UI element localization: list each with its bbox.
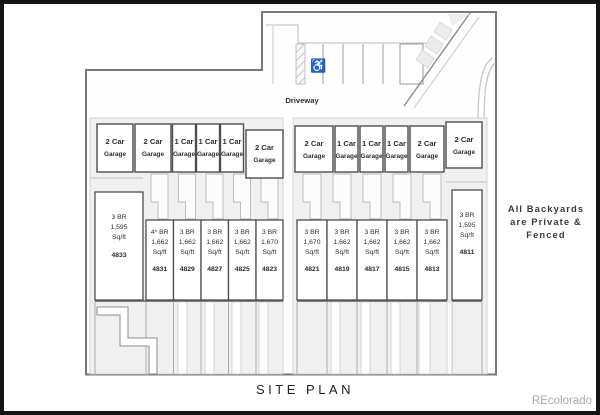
svg-text:Garage: Garage xyxy=(220,151,244,158)
svg-text:2 Car: 2 Car xyxy=(255,143,274,152)
svg-text:Garage: Garage xyxy=(452,149,476,156)
svg-text:Sq/ft: Sq/ft xyxy=(425,249,439,256)
garage-box xyxy=(197,124,220,172)
svg-text:3 BR: 3 BR xyxy=(459,212,475,219)
svg-text:1,595: 1,595 xyxy=(110,224,128,231)
svg-text:Sq/ft: Sq/ft xyxy=(207,249,222,256)
svg-text:1,662: 1,662 xyxy=(178,239,196,246)
backyards-note xyxy=(508,203,584,240)
svg-text:4823: 4823 xyxy=(261,266,278,273)
svg-text:3 BR: 3 BR xyxy=(424,229,440,236)
svg-text:2 Car: 2 Car xyxy=(304,139,324,148)
svg-text:3 BR: 3 BR xyxy=(261,229,278,236)
svg-text:3 BR: 3 BR xyxy=(304,229,320,236)
svg-text:1,662: 1,662 xyxy=(363,239,381,246)
svg-text:1,670: 1,670 xyxy=(260,239,279,246)
svg-text:Sq/ft: Sq/ft xyxy=(235,249,250,256)
svg-text:1,662: 1,662 xyxy=(151,239,169,246)
svg-text:1 Car: 1 Car xyxy=(198,137,218,146)
svg-text:2 Car: 2 Car xyxy=(454,135,474,144)
svg-text:1 Car: 1 Car xyxy=(337,139,356,148)
svg-text:Sq/ft: Sq/ft xyxy=(305,249,319,256)
garage-box xyxy=(295,126,333,172)
svg-text:1,662: 1,662 xyxy=(333,239,351,246)
svg-text:1,662: 1,662 xyxy=(233,239,251,246)
svg-text:are Private &: are Private & xyxy=(510,216,582,227)
garage-box xyxy=(135,124,171,172)
svg-text:4819: 4819 xyxy=(334,266,350,273)
hatched-stall xyxy=(296,44,305,84)
svg-text:2 Car: 2 Car xyxy=(417,139,437,148)
svg-text:4813: 4813 xyxy=(424,266,440,273)
svg-text:3 BR: 3 BR xyxy=(364,229,380,236)
svg-text:1 Car: 1 Car xyxy=(387,139,406,148)
svg-text:Garage: Garage xyxy=(302,153,326,160)
garage-box xyxy=(246,130,283,178)
svg-text:1,670: 1,670 xyxy=(303,239,321,246)
garage-box xyxy=(335,126,358,172)
svg-text:4831: 4831 xyxy=(152,266,168,273)
svg-text:1 Car: 1 Car xyxy=(174,137,194,146)
svg-text:Garage: Garage xyxy=(335,153,358,160)
svg-text:4817: 4817 xyxy=(364,266,380,273)
svg-text:4827: 4827 xyxy=(207,266,223,273)
unit-box xyxy=(452,190,482,300)
garage-box xyxy=(385,126,408,172)
svg-text:Garage: Garage xyxy=(141,151,165,158)
svg-text:2 Car: 2 Car xyxy=(143,137,163,146)
svg-text:1,662: 1,662 xyxy=(393,239,411,246)
svg-text:Garage: Garage xyxy=(172,151,196,158)
svg-text:3 BR: 3 BR xyxy=(207,229,223,236)
garage-box xyxy=(221,124,244,172)
svg-text:Garage: Garage xyxy=(360,153,383,160)
svg-text:Garage: Garage xyxy=(385,153,408,160)
svg-text:1,595: 1,595 xyxy=(458,222,476,229)
svg-text:Garage: Garage xyxy=(196,151,220,158)
page-title: SITE PLAN xyxy=(256,382,354,397)
garage-box xyxy=(97,124,133,172)
svg-text:Sq/ft: Sq/ft xyxy=(335,249,349,256)
svg-text:4821: 4821 xyxy=(304,266,320,273)
handicap-icon: ♿ xyxy=(310,58,327,73)
svg-text:Garage: Garage xyxy=(103,151,127,158)
svg-text:3 BR: 3 BR xyxy=(111,214,127,221)
garage-box xyxy=(446,122,482,168)
svg-text:Sq/ft: Sq/ft xyxy=(112,234,126,241)
svg-text:Sq/ft: Sq/ft xyxy=(460,232,474,239)
svg-text:1 Car: 1 Car xyxy=(222,137,242,146)
svg-text:1,662: 1,662 xyxy=(423,239,441,246)
garage-box xyxy=(360,126,383,172)
svg-text:Sq/ft: Sq/ft xyxy=(180,249,195,256)
svg-text:Sq/ft: Sq/ft xyxy=(152,249,167,256)
svg-text:Fenced: Fenced xyxy=(526,229,566,240)
svg-text:3 BR: 3 BR xyxy=(394,229,410,236)
svg-text:1 Car: 1 Car xyxy=(362,139,381,148)
svg-text:4829: 4829 xyxy=(179,266,195,273)
svg-text:4825: 4825 xyxy=(234,266,250,273)
svg-text:Garage: Garage xyxy=(253,157,276,164)
svg-text:2 Car: 2 Car xyxy=(105,137,125,146)
svg-text:3 BR: 3 BR xyxy=(234,229,250,236)
svg-text:3 BR: 3 BR xyxy=(179,229,195,236)
end-stall xyxy=(400,44,423,84)
svg-text:Sq/ft: Sq/ft xyxy=(262,249,277,256)
garage-box xyxy=(410,126,444,172)
svg-text:4833: 4833 xyxy=(111,252,127,259)
watermark: REcolorado xyxy=(531,395,592,407)
svg-text:Sq/ft: Sq/ft xyxy=(365,249,379,256)
svg-text:1,662: 1,662 xyxy=(206,239,224,246)
svg-text:Garage: Garage xyxy=(415,153,439,160)
svg-text:Sq/ft: Sq/ft xyxy=(395,249,409,256)
svg-text:3 BR: 3 BR xyxy=(334,229,350,236)
driveway-label: Driveway xyxy=(285,96,319,105)
svg-text:4* BR: 4* BR xyxy=(150,229,169,236)
garage-box xyxy=(173,124,196,172)
svg-text:All Backyards: All Backyards xyxy=(507,203,585,214)
svg-text:4815: 4815 xyxy=(394,266,410,273)
svg-text:4811: 4811 xyxy=(459,249,475,256)
unit-box xyxy=(95,192,143,300)
